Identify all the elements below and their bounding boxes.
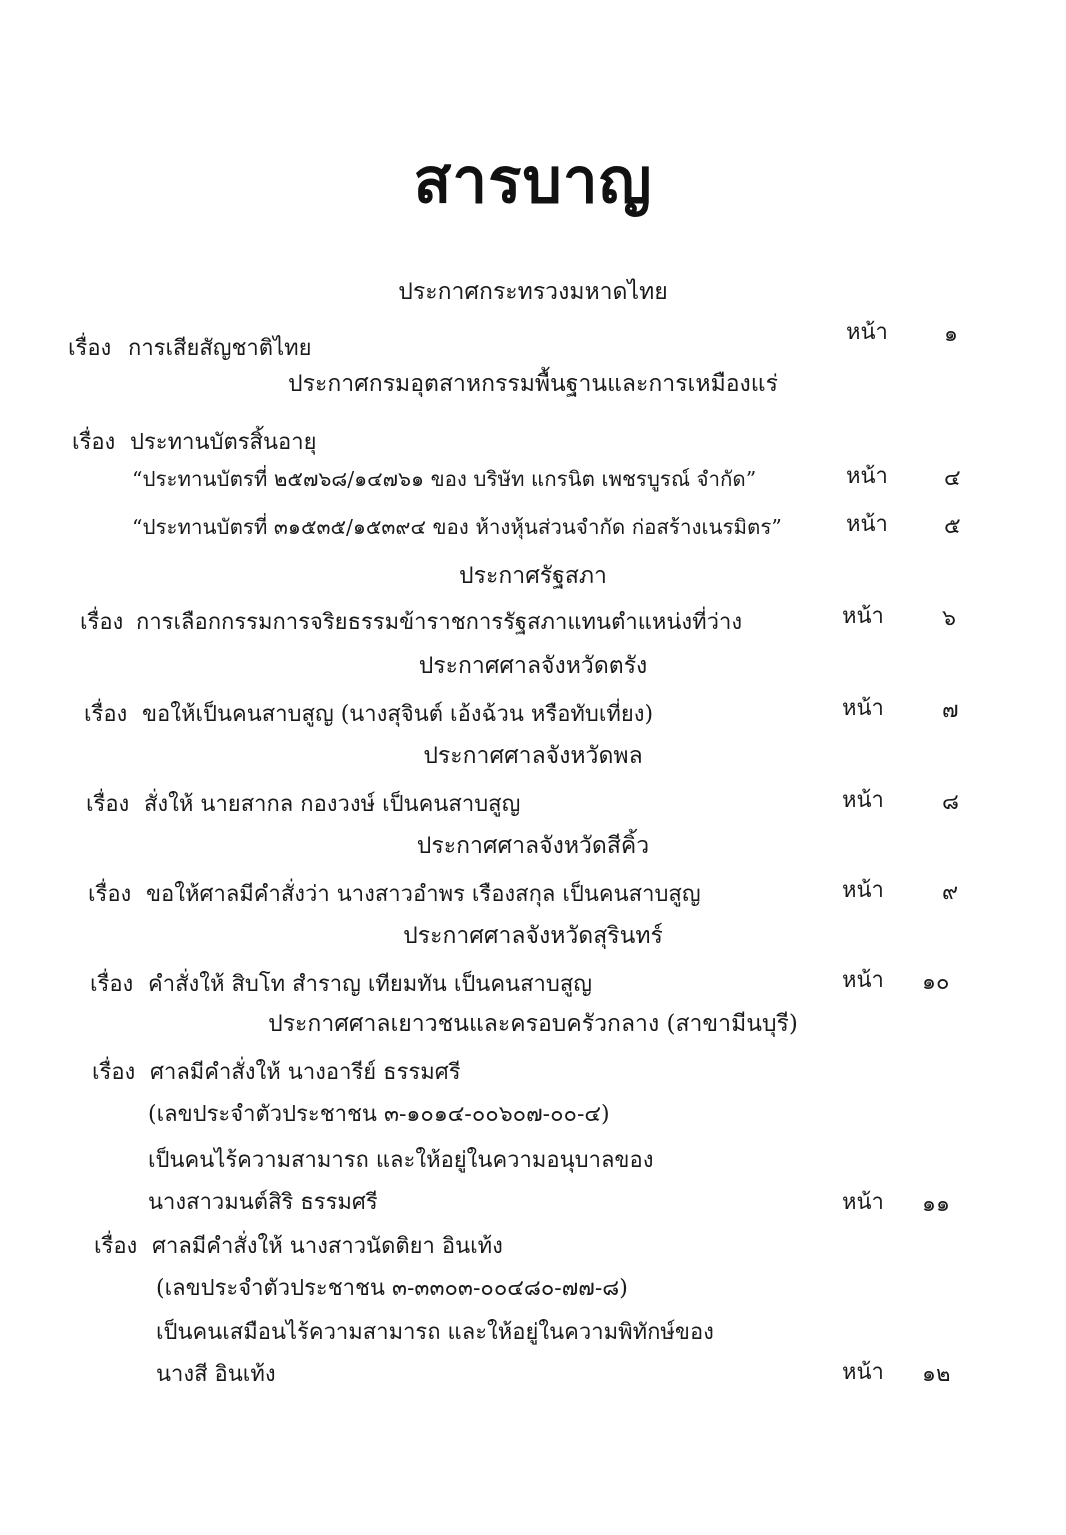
entry-label: เรื่อง bbox=[88, 882, 132, 907]
page-label: หน้า bbox=[846, 464, 888, 489]
page-label: หน้า bbox=[846, 320, 888, 345]
section-heading: ประกาศกรมอุตสาหกรรมพื้นฐานและการเหมืองแร่ bbox=[288, 371, 778, 397]
section-heading: ประกาศกระทรวงมหาดไทย bbox=[398, 279, 668, 305]
section-heading: ประกาศศาลจังหวัดตรัง bbox=[418, 653, 648, 679]
page-number: ๑๑ bbox=[922, 1192, 950, 1217]
page-title: สารบาญ bbox=[413, 144, 653, 217]
entry-text: (เลขประจำตัวประชาชน ๓-๑๐๑๔-๐๐๖๐๗-๐๐-๔) bbox=[148, 1102, 610, 1127]
page-number: ๑๐ bbox=[922, 970, 950, 995]
page-number: ๔ bbox=[944, 466, 961, 491]
page-label: หน้า bbox=[842, 878, 884, 903]
page-label: หน้า bbox=[842, 604, 884, 629]
page-number: ๘ bbox=[942, 790, 959, 815]
entry-text: การเลือกกรรมการจริยธรรมข้าราชการรัฐสภาแทนตำแหน่งที่ว่าง bbox=[136, 610, 743, 635]
page-number: ๗ bbox=[942, 698, 959, 723]
page-label: หน้า bbox=[842, 968, 884, 993]
page-label: หน้า bbox=[842, 1360, 884, 1385]
page-number: ๙ bbox=[942, 880, 959, 905]
entry-text: เป็นคนไร้ความสามารถ และให้อยู่ในความอนุบาลของ bbox=[148, 1148, 654, 1173]
entry-label: เรื่อง bbox=[80, 610, 124, 635]
entry-text: “ประทานบัตรที่ ๓๑๕๓๕/๑๕๓๙๔ ของ ห้างหุ้นส่วนจำกัด ก่อสร้างเนรมิตร” bbox=[132, 515, 782, 539]
section-heading: ประกาศศาลจังหวัดสุรินทร์ bbox=[403, 923, 663, 949]
page-label: หน้า bbox=[842, 1190, 884, 1215]
entry-text: ขอให้เป็นคนสาบสูญ (นางสุจินต์ เอ้งฉ้วน หรือทับเที่ยง) bbox=[142, 702, 654, 727]
page-label: หน้า bbox=[846, 512, 888, 537]
section-heading: ประกาศศาลเยาวชนและครอบครัวกลาง (สาขามีนบุรี) bbox=[268, 1011, 798, 1037]
entry-label: เรื่อง bbox=[94, 1234, 138, 1259]
section-heading: ประกาศศาลจังหวัดพล bbox=[423, 743, 643, 769]
page-number: ๕ bbox=[944, 514, 961, 539]
page-label: หน้า bbox=[842, 696, 884, 721]
page-number: ๑๒ bbox=[922, 1362, 951, 1387]
entry-label: เรื่อง bbox=[86, 792, 130, 817]
entry-text: “ประทานบัตรที่ ๒๕๗๖๘/๑๔๗๖๑ ของ บริษัท แกรนิต เพชรบูรณ์ จำกัด” bbox=[132, 467, 757, 491]
entry-label: เรื่อง bbox=[72, 430, 116, 455]
section-heading: ประกาศรัฐสภา bbox=[459, 563, 607, 589]
entry-text: นางสาวมนต์สิริ ธรรมศรี bbox=[148, 1190, 378, 1215]
page-number: ๑ bbox=[944, 322, 958, 347]
section-heading: ประกาศศาลจังหวัดสีคิ้ว bbox=[416, 833, 650, 859]
entry-text: ศาลมีคำสั่งให้ นางสาวนัดติยา อินเท้ง bbox=[152, 1234, 503, 1259]
entry-text: (เลขประจำตัวประชาชน ๓-๓๓๐๓-๐๐๔๘๐-๗๗-๘) bbox=[156, 1276, 628, 1301]
entry-text: นางสี อินเท้ง bbox=[156, 1362, 276, 1387]
entry-text: ศาลมีคำสั่งให้ นางอารีย์ ธรรมศรี bbox=[150, 1060, 461, 1085]
page-label: หน้า bbox=[842, 788, 884, 813]
entry-text: สั่งให้ นายสากล กองวงษ์ เป็นคนสาบสูญ bbox=[144, 792, 521, 817]
entry-text: เป็นคนเสมือนไร้ความสามารถ และให้อยู่ในความพิทักษ์ของ bbox=[156, 1320, 714, 1345]
entry-label: เรื่อง bbox=[90, 972, 134, 997]
page-number: ๖ bbox=[942, 606, 956, 631]
entry-label: เรื่อง bbox=[84, 702, 128, 727]
entry-label: เรื่อง bbox=[92, 1060, 136, 1085]
entry-text: คำสั่งให้ สิบโท สำราญ เทียมทัน เป็นคนสาบสูญ bbox=[148, 972, 593, 997]
entry-text: ขอให้ศาลมีคำสั่งว่า นางสาวอำพร เรืองสกุล เป็นคนสาบสูญ bbox=[146, 882, 701, 907]
entry-text: การเสียสัญชาติไทย bbox=[128, 336, 312, 361]
entry-text: ประทานบัตรสิ้นอายุ bbox=[130, 430, 317, 455]
entry-label: เรื่อง bbox=[68, 336, 112, 361]
